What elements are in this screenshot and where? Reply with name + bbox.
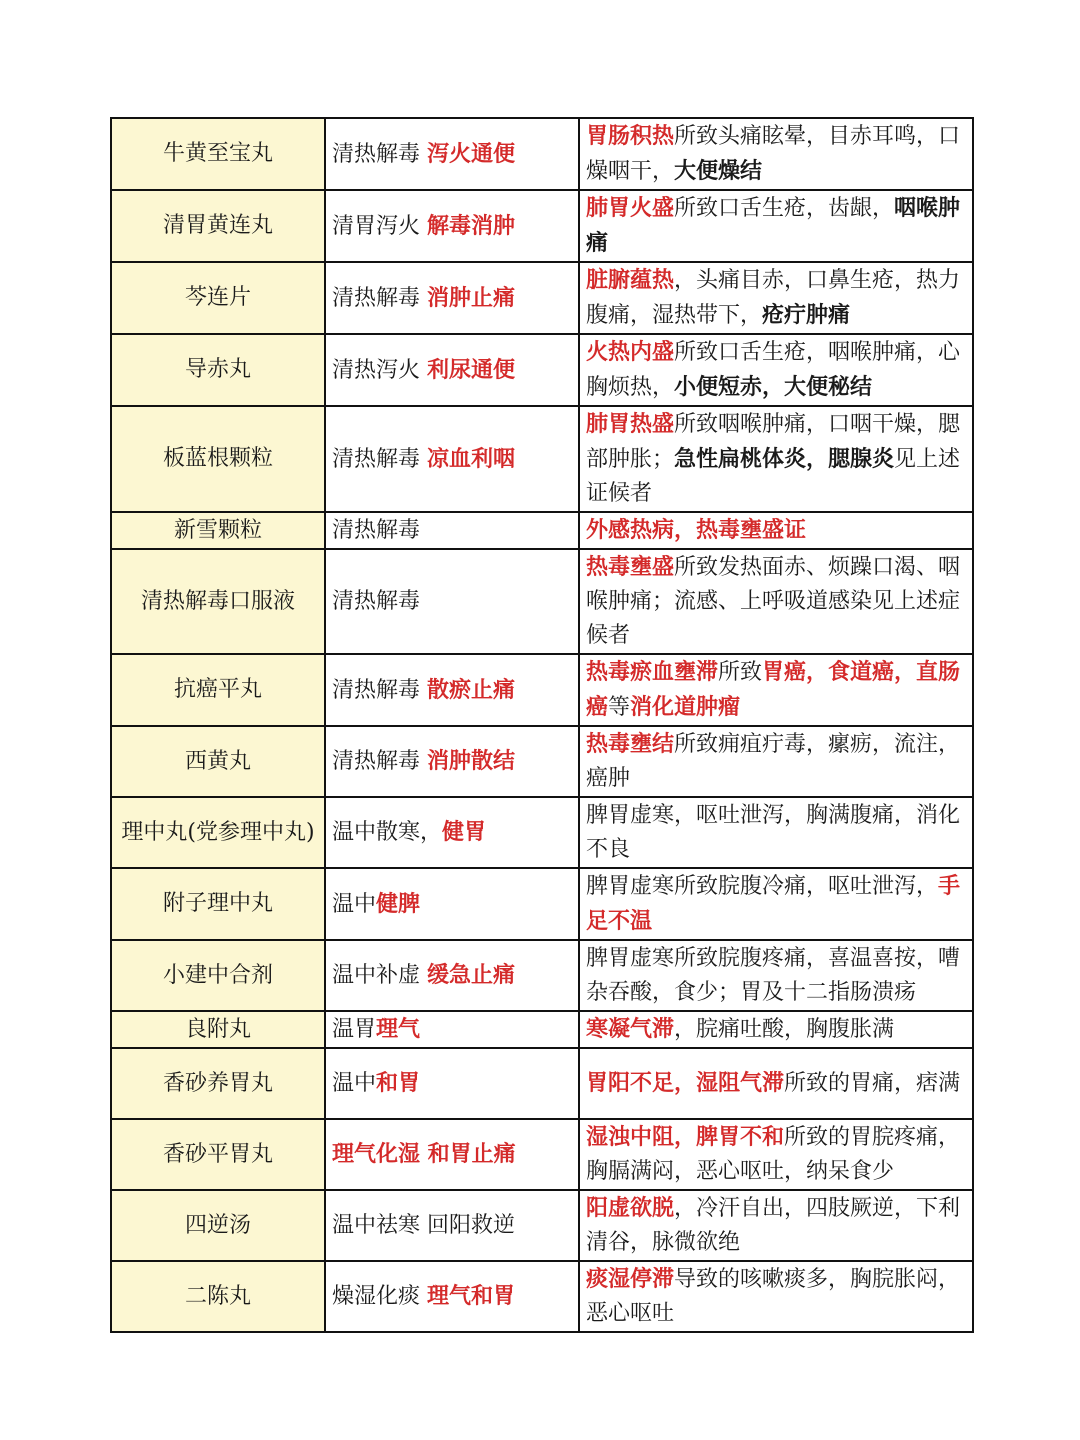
medicine-indication <box>579 1190 973 1261</box>
text-segment: 清热解毒 <box>332 141 427 167</box>
text-segment: 理气化湿 和胃止痛 <box>332 1141 516 1167</box>
medicine-function <box>325 1011 579 1048</box>
text-segment: 所致痈疽疔毒，瘰疬，流注，癌肿 <box>586 732 961 791</box>
text-segment: 所致口舌生疮，咽喉肿痛，心胸烦热， <box>586 340 961 400</box>
text-segment: ，冷汗自出，四肢厥逆，下利清谷，脉微欲绝 <box>586 1196 961 1255</box>
text-segment: 火热内盛 <box>586 339 675 365</box>
medicine-indication <box>579 726 973 797</box>
text-segment: 清热解毒 <box>332 677 427 703</box>
text-segment: 小便短赤，大便秘结 <box>674 374 873 400</box>
text-segment: 清热泻火 <box>332 357 427 383</box>
table-row <box>111 1261 973 1332</box>
table-row <box>111 549 973 654</box>
medicine-function <box>325 262 579 334</box>
text-segment: 温胃 <box>332 1017 377 1042</box>
medicine-name: 清热解毒口服液 <box>111 549 325 654</box>
text-segment: 手足不温 <box>586 873 961 934</box>
text-segment: 温中 <box>332 891 377 917</box>
text-segment: 燥湿化痰 <box>332 1284 427 1309</box>
text-segment: 消肿散结 <box>427 748 516 774</box>
text-segment: 所致发热面赤、烦躁口渴、咽喉肿痛；流感、上呼吸道感染见上述症候者 <box>586 555 961 648</box>
medicine-name: 香砂养胃丸 <box>111 1048 325 1119</box>
text-segment: 健胃 <box>442 819 487 845</box>
text-segment: 泻火通便 <box>427 140 516 167</box>
medicine-name: 牛黄至宝丸 <box>111 118 325 190</box>
medicine-table <box>110 117 974 1333</box>
medicine-name: 导赤丸 <box>111 334 325 406</box>
table-row <box>111 334 973 406</box>
medicine-function <box>325 1190 579 1261</box>
text-segment: 热毒瘀血壅滞 <box>586 659 719 685</box>
medicine-function <box>325 797 579 868</box>
medicine-function <box>325 549 579 654</box>
text-segment: 温中散寒， <box>332 820 443 845</box>
medicine-name: 清胃黄连丸 <box>111 190 325 262</box>
medicine-indication <box>579 1261 973 1332</box>
text-segment: 脾胃虚寒所致脘腹冷痛，呕吐泄泻， <box>586 874 939 899</box>
text-segment: 清热解毒 <box>332 749 427 774</box>
text-segment: 清热解毒 <box>332 588 421 614</box>
medicine-indication <box>579 1048 973 1119</box>
text-segment: 疮疔肿痛 <box>762 302 851 328</box>
medicine-indication <box>579 1011 973 1048</box>
table-row <box>111 868 973 940</box>
medicine-function <box>325 654 579 726</box>
medicine-function <box>325 406 579 512</box>
text-segment: 导致的咳嗽痰多，胸脘胀闷，恶心呕吐 <box>586 1267 961 1326</box>
table-row <box>111 726 973 797</box>
text-segment: 理气和胃 <box>427 1283 516 1309</box>
medicine-indication <box>579 868 973 940</box>
medicine-function <box>325 334 579 406</box>
table-row <box>111 1119 973 1190</box>
text-segment: 肺胃火盛 <box>586 195 675 221</box>
table-row <box>111 1048 973 1119</box>
text-segment: 凉血利咽 <box>427 445 516 472</box>
text-segment: 等 <box>608 695 631 720</box>
text-segment: 外感热病，热毒壅盛证 <box>586 517 807 543</box>
medicine-function <box>325 726 579 797</box>
table-row <box>111 118 973 190</box>
medicine-indication <box>579 1119 973 1190</box>
text-segment: 咽喉肿痛 <box>586 195 961 256</box>
text-segment: 脾胃虚寒所致脘腹疼痛，喜温喜按，嘈杂吞酸，食少；胃及十二指肠溃疡 <box>586 945 961 1005</box>
text-segment: 热毒壅盛 <box>586 554 675 580</box>
medicine-name: 芩连片 <box>111 262 325 334</box>
text-segment: 所致口舌生疮，齿龈， <box>674 196 895 221</box>
medicine-indication <box>579 940 973 1011</box>
text-segment: 阳虚欲脱 <box>586 1195 675 1221</box>
text-segment: 胃肠积热 <box>586 123 675 149</box>
text-segment: 健脾 <box>376 890 421 917</box>
text-segment: 胃阳不足，湿阻气滞 <box>586 1070 785 1096</box>
text-segment: 寒凝气滞 <box>586 1016 675 1042</box>
text-segment: 脏腑蕴热 <box>586 267 675 293</box>
medicine-indication <box>579 406 973 512</box>
text-segment: 清热解毒 <box>332 446 427 472</box>
medicine-function <box>325 190 579 262</box>
medicine-indication <box>579 118 973 190</box>
medicine-indication <box>579 190 973 262</box>
text-segment: 所致头痛眩晕，目赤耳鸣，口燥咽干， <box>586 124 961 184</box>
text-segment: 解毒消肿 <box>427 212 516 239</box>
table-row <box>111 654 973 726</box>
medicine-name: 抗癌平丸 <box>111 654 325 726</box>
text-segment: 肺胃热盛 <box>586 411 675 437</box>
medicine-indication <box>579 512 973 549</box>
medicine-indication <box>579 654 973 726</box>
medicine-name: 西黄丸 <box>111 726 325 797</box>
medicine-name: 新雪颗粒 <box>111 512 325 549</box>
text-segment: 胃癌，食道癌，直肠癌 <box>586 659 961 720</box>
text-segment: 痰湿停滞 <box>586 1266 675 1292</box>
text-segment: 热毒壅结 <box>586 731 675 757</box>
medicine-indication <box>579 549 973 654</box>
text-segment: 脾胃虚寒，呕吐泄泻，胸满腹痛，消化不良 <box>586 802 961 862</box>
medicine-name: 小建中合剂 <box>111 940 325 1011</box>
text-segment: 清热解毒 <box>332 285 427 311</box>
text-segment: 清胃泻火 <box>332 213 427 239</box>
text-segment: 理气 <box>376 1016 421 1042</box>
table-row <box>111 406 973 512</box>
text-segment: 消化道肿瘤 <box>630 694 741 720</box>
text-segment: 所致 <box>718 660 763 685</box>
text-segment: ，脘痛吐酸，胸腹胀满 <box>674 1017 895 1042</box>
medicine-name: 理中丸(党参理中丸) <box>111 797 325 868</box>
medicine-function <box>325 1048 579 1119</box>
text-segment: 缓急止痛 <box>427 962 516 988</box>
table-row <box>111 512 973 549</box>
text-segment: 湿浊中阻，脾胃不和 <box>586 1124 785 1150</box>
medicine-function <box>325 1261 579 1332</box>
text-segment: 和胃 <box>376 1070 421 1096</box>
text-segment: 所致的胃脘疼痛，胸膈满闷，恶心呕吐，纳呆食少 <box>586 1125 961 1184</box>
table-row <box>111 797 973 868</box>
medicine-function <box>325 1119 579 1190</box>
table-row <box>111 1011 973 1048</box>
text-segment: 温中 <box>332 1071 377 1096</box>
table-row <box>111 262 973 334</box>
medicine-name: 四逆汤 <box>111 1190 325 1261</box>
medicine-function <box>325 940 579 1011</box>
table-row <box>111 190 973 262</box>
text-segment: ，头痛目赤，口鼻生疮，热力腹痛，湿热带下， <box>586 268 961 328</box>
medicine-indication <box>579 262 973 334</box>
table-row <box>111 1190 973 1261</box>
medicine-function <box>325 512 579 549</box>
text-segment: 大便燥结 <box>674 158 763 184</box>
text-segment: 急性扁桃体炎，腮腺炎 <box>674 446 895 472</box>
text-segment: 利尿通便 <box>427 356 516 383</box>
text-segment: 所致的胃痛，痞满 <box>784 1071 961 1096</box>
text-segment: 温中祛寒 回阳救逆 <box>332 1212 515 1238</box>
table-row <box>111 940 973 1011</box>
medicine-indication <box>579 334 973 406</box>
medicine-name: 良附丸 <box>111 1011 325 1048</box>
medicine-function <box>325 868 579 940</box>
medicine-name: 附子理中丸 <box>111 868 325 940</box>
medicine-name: 二陈丸 <box>111 1261 325 1332</box>
text-segment: 消肿止痛 <box>427 284 516 311</box>
text-segment: 所致咽喉肿痛，口咽干燥，腮部肿胀； <box>586 412 961 472</box>
medicine-function <box>325 118 579 190</box>
medicine-name: 板蓝根颗粒 <box>111 406 325 512</box>
text-segment: 散瘀止痛 <box>427 676 516 703</box>
text-segment: 清热解毒 <box>332 517 421 543</box>
text-segment: 见上述证候者 <box>586 447 961 506</box>
medicine-indication <box>579 797 973 868</box>
medicine-name: 香砂平胃丸 <box>111 1119 325 1190</box>
text-segment: 温中补虚 <box>332 963 427 988</box>
